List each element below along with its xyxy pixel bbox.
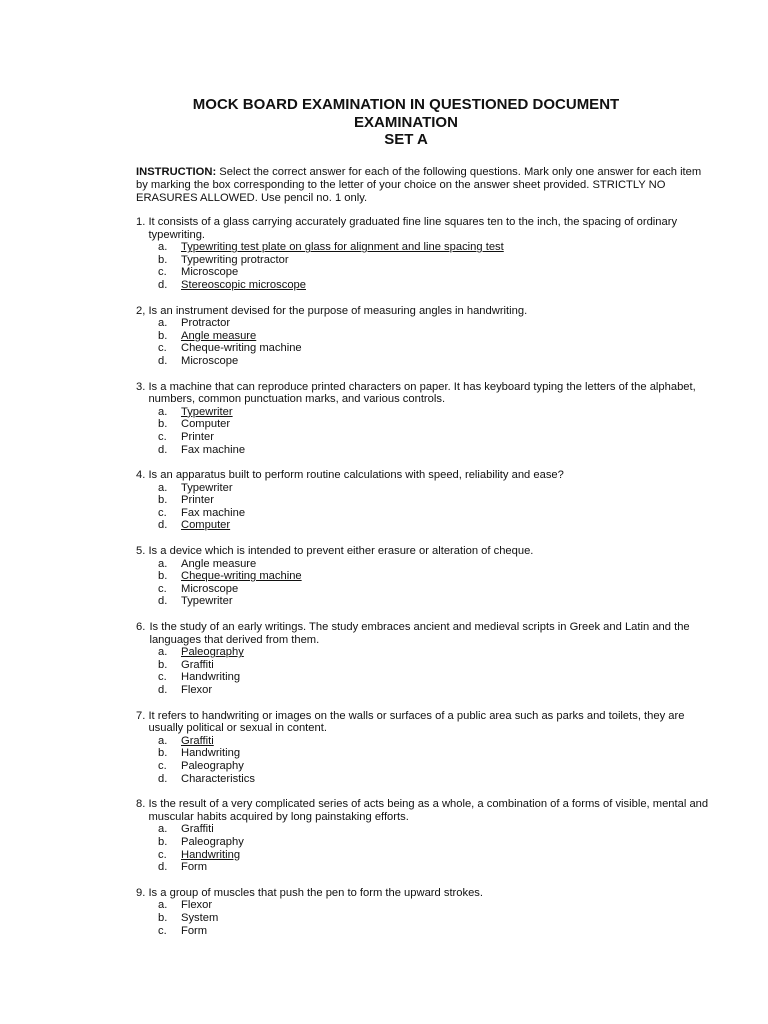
answer-option xyxy=(158,735,716,748)
option-list xyxy=(136,735,716,785)
option-text: System xyxy=(181,911,219,924)
question-item xyxy=(136,545,716,608)
answer-option xyxy=(158,558,716,571)
option-letter: b. xyxy=(158,835,168,848)
option-letter: c. xyxy=(158,759,167,772)
answer-option xyxy=(158,659,716,672)
answer-option xyxy=(158,317,716,330)
answer-option xyxy=(158,241,716,254)
option-letter: d. xyxy=(158,595,168,608)
option-letter: a. xyxy=(158,317,168,330)
option-list xyxy=(136,558,716,608)
question-stem: It consists of a glass carrying accurately graduated fine line squares ten to the inch, the spacing of ordinary typewriting. xyxy=(148,216,678,241)
option-letter: c. xyxy=(158,506,167,519)
option-letter: a. xyxy=(158,481,168,494)
question-number: 6. xyxy=(136,621,149,634)
answer-option xyxy=(158,330,716,343)
question-number: 9. xyxy=(136,886,149,899)
answer-option xyxy=(158,899,716,912)
question-stem: Is the study of an early writings. The study embraces ancient and medieval scripts in Greek and Latin and the languages that derived from them. xyxy=(149,621,690,646)
option-letter: a. xyxy=(158,405,168,418)
option-text: Computer xyxy=(181,418,231,431)
question-number: 4. xyxy=(136,469,149,482)
answer-option xyxy=(158,760,716,773)
option-letter: b. xyxy=(158,658,168,671)
answer-option xyxy=(158,646,716,659)
question-stem: Is the result of a very complicated series of acts being as a whole, a combination of a forms of visible, mental and muscular habits acquired by long painstaking efforts. xyxy=(148,798,709,823)
question-text-row xyxy=(136,710,716,735)
option-list xyxy=(136,406,716,456)
option-text-underlined: Angle measure xyxy=(181,329,257,342)
option-text: Microscope xyxy=(181,354,239,367)
answer-option xyxy=(158,570,716,583)
option-text: Flexor xyxy=(181,684,213,696)
option-letter: b. xyxy=(158,418,168,431)
title-line-3: SET A xyxy=(384,131,428,148)
answer-option xyxy=(158,773,716,786)
question-item xyxy=(136,381,716,457)
option-text-underlined: Computer xyxy=(181,519,231,532)
option-text-underlined: Typewriter xyxy=(181,405,233,418)
question-number: 7. xyxy=(136,709,149,722)
option-letter: d. xyxy=(158,443,168,456)
answer-option xyxy=(158,494,716,507)
option-text-underlined: Stereoscopic microscope xyxy=(181,278,306,291)
answer-option xyxy=(158,418,716,431)
question-number: 3. xyxy=(136,380,149,393)
option-text-underlined: Paleography xyxy=(181,646,244,659)
option-text: Fax machine xyxy=(181,443,246,456)
question-text-row xyxy=(136,216,716,241)
option-text: Typewriting protractor xyxy=(181,253,289,266)
answer-option xyxy=(158,747,716,760)
option-letter: b. xyxy=(158,253,168,266)
question-stem: It refers to handwriting or images on the walls or surfaces of a public area such as parks and toilets, they are usually political or sexual in content. xyxy=(148,709,685,735)
option-letter: c. xyxy=(158,342,167,355)
answer-option xyxy=(158,912,716,925)
option-text: Form xyxy=(181,924,208,937)
option-letter: b. xyxy=(158,570,168,583)
option-text: Paleography xyxy=(181,759,244,772)
answer-option xyxy=(158,279,716,292)
answer-option xyxy=(158,671,716,684)
option-list xyxy=(136,482,716,532)
instruction-label: INSTRUCTION: xyxy=(136,166,217,178)
question-text-row xyxy=(136,381,716,406)
option-letter: d. xyxy=(158,861,168,874)
option-text: Graffiti xyxy=(181,658,214,671)
option-letter: c. xyxy=(158,848,167,861)
option-text: Microscope xyxy=(181,582,239,595)
option-text-underlined: Typewriting test plate on glass for alignment and line spacing test xyxy=(181,241,504,254)
option-text: Typewriter xyxy=(181,595,233,608)
option-list xyxy=(136,646,716,696)
question-stem: Is an instrument devised for the purpose of measuring angles in handwriting. xyxy=(148,304,528,317)
option-letter: a. xyxy=(158,646,168,659)
option-letter: d. xyxy=(158,278,168,291)
option-text: Protractor xyxy=(181,317,231,330)
option-letter: a. xyxy=(158,899,168,912)
option-text: Printer xyxy=(181,430,214,443)
option-text: Fax machine xyxy=(181,506,246,519)
document-title xyxy=(100,96,712,149)
answer-option xyxy=(158,836,716,849)
answer-option xyxy=(158,507,716,520)
option-letter: a. xyxy=(158,557,168,570)
question-number: 5. xyxy=(136,545,149,558)
option-letter: a. xyxy=(158,241,168,254)
question-stem: Is a group of muscles that push the pen to form the upward strokes. xyxy=(148,886,484,899)
option-letter: a. xyxy=(158,734,168,747)
option-list xyxy=(136,317,716,367)
option-text: Characteristics xyxy=(181,772,255,785)
option-text-underlined: Handwriting xyxy=(181,848,241,861)
option-letter: b. xyxy=(158,329,168,342)
question-text-row xyxy=(136,545,716,558)
title-line-1: MOCK BOARD EXAMINATION IN QUESTIONED DOCUMENT xyxy=(192,96,620,113)
answer-option xyxy=(158,519,716,532)
answer-option xyxy=(158,595,716,608)
question-stem: Is an apparatus built to perform routine calculations with speed, reliability and ease? xyxy=(148,469,564,482)
answer-option xyxy=(158,684,716,697)
question-text-row xyxy=(136,305,716,318)
answer-option xyxy=(158,266,716,279)
option-letter: d. xyxy=(158,519,168,532)
option-letter: d. xyxy=(158,684,168,696)
question-text-row xyxy=(136,469,716,482)
answer-option xyxy=(158,444,716,457)
answer-option xyxy=(158,925,716,938)
answer-option xyxy=(158,406,716,419)
question-number: 2, xyxy=(136,304,149,317)
option-text: Flexor xyxy=(181,899,213,912)
option-list xyxy=(136,823,716,873)
option-letter: c. xyxy=(158,266,167,279)
option-list xyxy=(136,241,716,291)
option-letter: c. xyxy=(158,582,167,595)
option-text: Handwriting xyxy=(181,747,241,760)
answer-option xyxy=(158,861,716,874)
option-letter: d. xyxy=(158,354,168,367)
question-number: 1. xyxy=(136,216,149,228)
option-text-underlined: Cheque-writing machine xyxy=(181,570,302,583)
option-text: Form xyxy=(181,861,208,874)
option-letter: c. xyxy=(158,924,167,937)
option-letter: b. xyxy=(158,494,168,507)
option-letter: c. xyxy=(158,671,167,684)
question-item xyxy=(136,216,716,292)
answer-option xyxy=(158,342,716,355)
option-text: Graffiti xyxy=(181,823,214,836)
option-list xyxy=(136,899,716,937)
option-text: Cheque-writing machine xyxy=(181,342,302,355)
question-item xyxy=(136,621,716,697)
answer-option xyxy=(158,431,716,444)
question-list xyxy=(136,216,716,950)
option-text: Typewriter xyxy=(181,481,233,494)
question-text-row xyxy=(136,621,716,646)
option-text: Microscope xyxy=(181,266,239,279)
option-letter: a. xyxy=(158,823,168,836)
answer-option xyxy=(158,583,716,596)
answer-option xyxy=(158,254,716,267)
option-text: Printer xyxy=(181,494,214,507)
option-text: Handwriting xyxy=(181,671,241,684)
answer-option xyxy=(158,823,716,836)
instruction-paragraph xyxy=(136,166,716,205)
question-item xyxy=(136,305,716,368)
question-number: 8. xyxy=(136,798,149,811)
answer-option xyxy=(158,849,716,862)
option-letter: d. xyxy=(158,772,168,785)
question-item xyxy=(136,710,716,786)
question-text-row xyxy=(136,798,716,823)
instruction-text: Select the correct answer for each of the following questions. Mark only one answer for each item by marking the box corresponding to the letter of your choice on the answer sheet provided. STRICTLY NO ERASURES ALLOWED. Use pencil no. 1 only. xyxy=(136,166,702,204)
question-stem: Is a machine that can reproduce printed characters on paper. It has keyboard typing the letters of the alphabet, numbers, common punctuation marks, and various controls. xyxy=(148,380,696,406)
option-letter: b. xyxy=(158,911,168,924)
option-letter: c. xyxy=(158,430,167,443)
option-text: Paleography xyxy=(181,835,244,848)
answer-option xyxy=(158,482,716,495)
option-text: Angle measure xyxy=(181,557,257,570)
question-text-row xyxy=(136,887,716,900)
answer-option xyxy=(158,355,716,368)
question-item xyxy=(136,887,716,937)
question-stem: Is a device which is intended to prevent either erasure or alteration of cheque. xyxy=(148,545,534,558)
question-item xyxy=(136,469,716,532)
option-text-underlined: Graffiti xyxy=(181,734,214,747)
question-item xyxy=(136,798,716,874)
option-letter: b. xyxy=(158,747,168,760)
title-line-2: EXAMINATION xyxy=(354,113,458,131)
